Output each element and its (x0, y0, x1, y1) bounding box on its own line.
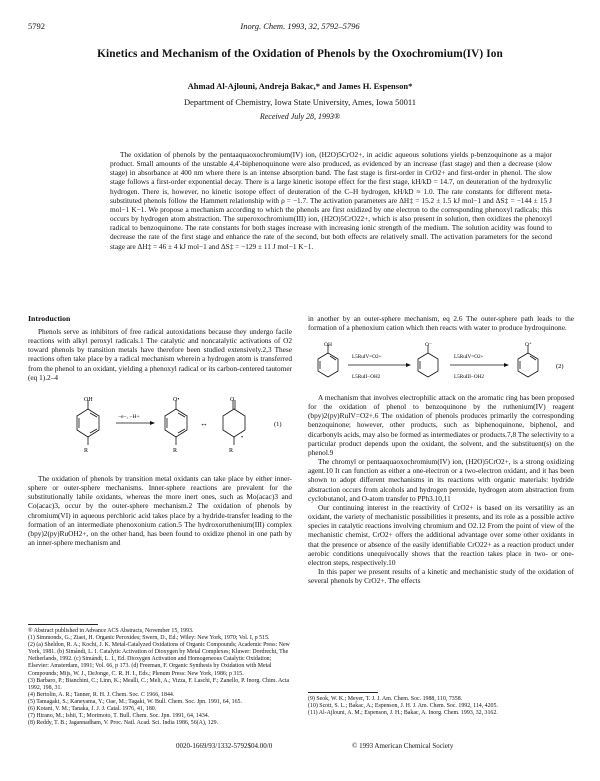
running-header: Inorg. Chem. 1993, 32, 5792–5796 (240, 21, 360, 31)
footnote: (9) Seok, W. K.; Meyer, T. J. J. Am. Chem. Soc. 1988, 110, 7358. (308, 696, 463, 702)
right-column-text-bottom (308, 393, 574, 585)
left-column-text-bottom (28, 474, 292, 547)
svg-text:R: R (229, 448, 234, 454)
article-title: Kinetics and Mechanism of the Oxidation of Phenols by the Oxochromium(IV) Ion (97, 48, 503, 60)
right-paragraph-3: The chromyl or pentaaquaoxochromium(IV) ion, (H2O)5CrO2+, is a strong oxidizing agent.10 It can function as either a one-electron or a two-electron oxidant, and it has been shown to adopt different mechanisms in its reactions with organic materials: hydride abstraction occurs from alcohols and hydrogen peroxide, hydrogen atom abstraction from cyclobutanol, and O-atom transfer to PPh3.10,11 (308, 457, 574, 503)
scheme-reagent-top: L5RuIV=O2+ (352, 354, 382, 360)
svg-text:•: • (241, 435, 244, 441)
page-number: 5792 (28, 21, 45, 31)
right-paragraph-2: A mechanism that involves electrophilic attack on the aromatic ring has been proposed for the oxidation of phenol to benzoquinone by the ruthenium(IV) reagent (bpy)2(py)RuIV=O2+.6 The oxidation of phenols produces primarily the corresponding benzoquinone; however, other products, such as biphenoquinone, biphenol, and dicarbonyls acids, may also be formed as intermediates or products.7,8 The selectivity to a particular product depends upon the oxidant, the solvent, and the substituent(s) on the phenol.9 (308, 393, 574, 457)
footnote: (5) Tamagaki, S.; Kaneyama, Y.; Oae, M.; Tagaki, W. Bull. Chem. Soc. Jpn. 1991, 64, 165. (28, 698, 242, 705)
footnote: (10) Scott, S. L.; Bakac, A.; Espenson, J. H. J. Am. Chem. Soc. 1992, 114, 4205. (308, 703, 498, 710)
equation-2-ruthenium-scheme (308, 342, 574, 392)
svg-text:OH: OH (324, 342, 332, 348)
scheme-reagent-top-2: L5RuIV=O2+ (454, 354, 484, 360)
svg-text:R: R (173, 448, 178, 454)
phenoxonium-cation-structure (518, 345, 538, 377)
footnote-divider-right (308, 692, 378, 693)
svg-text:OH: OH (84, 397, 93, 403)
footnote-divider (28, 624, 98, 625)
footnote: ® Abstract published in Advance ACS Abstracts, November 15, 1993. (28, 628, 194, 634)
received-date: Received July 28, 1993® (259, 112, 341, 121)
equation-1-condition: −e−, −H+ (118, 414, 140, 420)
footnotes-right (308, 696, 574, 717)
right-column-text-top (308, 314, 574, 332)
svg-text:O⁻: O⁻ (425, 342, 432, 348)
intro-paragraph-2: The oxidation of phenols by transition metal oxidants can take place by either inner-sphere or outer-sphere mechanisms. Inner-sphere reactions are prevalent for the substitutionally labile oxidants, whereas the more inert ones, such as Mo(acac)3 and Co(acac)3, occur by the outer-sphere mechanism.2 The oxidation of phenols by chromium(VI) in aqueous perchloric acid takes place by a hydride-transfer leading to the formation of an intermediate phenoxonium cation.5 The hydroxoruthenium(III) complex (bpy)2(py)RuOH2+, on the other hand, has been found to oxidize phenol in one path by an inner-sphere mechanism and (28, 474, 292, 548)
phenoxonium-structure (418, 345, 438, 377)
svg-text:O⁺: O⁺ (525, 342, 532, 348)
footnote: (3) Barbaro, P.; Bianchini, C.; Linn, K.; Mealli, C.; Meli, A.; Vizza, F. Laschi, F.; Zanello, P. Inorg. Chim. Acta 1992, 198, 31. (28, 677, 290, 691)
footer-code: 0020-1669/93/1332-5792$04.00/0 (176, 742, 273, 750)
footer-copyright: © 1993 American Chemical Society (352, 742, 454, 750)
footnote: (6) Kotani, V. M.; Tanaka, J. J. J. Catal. 1976, 41, 180. (28, 706, 157, 713)
scheme-product-bottom: L5RuII−OH2 (352, 374, 381, 380)
footnote: (8) Reddy, T. B.; Jagannadham, V. Proc. Natl. Acad. Sci. India 1986, 56(A), 129. (28, 720, 219, 727)
equation-1-number: (1) (274, 421, 282, 428)
authors: Ahmad Al-Ajlouni, Andreja Bakac,* and James H. Espenson* (187, 81, 413, 91)
right-paragraph-5: In this paper we present results of a kinetic and mechanistic study of the oxidation of several phenols by CrO2+. The effects (308, 566, 574, 586)
equation-2-number: (2) (556, 363, 564, 370)
affiliation: Department of Chemistry, Iowa State University, Ames, Iowa 50011 (183, 97, 417, 107)
footnote: (2) (a) Sheldon, R. A.; Kochi, J. K. Metal-Catalyzed Oxidations of Organic Compounds; Academic Press: New York, 1981. (b) Simándi, L. I. Catalytic Activation of Dioxygen by Metal Complexes; Kluwer: Dordrecht, The Netherlands, 1992. (c) Simándi, L. I., Ed. Dioxygen Activation and Homogeneous Catalytic Oxidation; Elsevier: Amsterdam, 1991; Vol. 66, p 173. (d) Freeman, F. Organic Synthesis by Oxidation with Metal Compounds; Mijs, W. J., DeJonge, C. R. H. I., Eds.; Plenum Press: New York, 1986; p 315. (28, 642, 290, 677)
phenol-structure-scheme (318, 345, 338, 377)
svg-text:O: O (230, 397, 235, 403)
phenol-structure (77, 400, 99, 445)
svg-text:O•: O• (173, 397, 180, 403)
footnote: (11) Al-Ajlouni, A. M.; Espenson, J. H.; Bakac, A. Inorg. Chem. 1993, 32, 3162. (308, 710, 498, 717)
footnotes-left (28, 628, 292, 727)
right-paragraph-1: in another by an outer-sphere mechanism, eq 2.6 The outer-sphere path leads to the formation of a phenoxium cation which then reacts with water to produce hydroquinone. (308, 314, 574, 333)
intro-paragraph-1: Phenols serve as inhibitors of free radical autoxidations because they undergo facile reactions with alkyl peroxyl radicals.1 The catalytic and noncatalytic activations of O2 toward phenols by transition metals have therefore been studied extensively.2,3 These reactions often take place by a radical mechanism wherein a hydrogen atom is transferred from the phenol to an oxidant, yielding a phenoxyl radical or its carbon-centered tautomer (eq 1).2–4 (28, 327, 292, 382)
abstract: The oxidation of phenols by the pentaaquaoxochromium(IV) ion, (H2O)5CrO2+, in acidic aqueous solutions yields p-benzoquinone as a major product. Small amounts of the unstable 4,4'-biphenoquinone were also produced, as evidenced by an increase (fast stage) and then a decrease (slow stage) in absorbance at 400 nm where there is an intense absorption band. The fast stage is first-order in CrO2+ and first-order in phenol. The slow stage follows a first-order exponential decay. There is a large kinetic isotope effect for the first stage, kH/kD = 14.7, on deuteration of the hydroxylic hydrogen. There is, however, no kinetic isotope effect of deuteration of the C–H hydrogen, kH/kD ≈ 1.0. The rate constants for different meta-substituted phenols follow the Hammett relationship with ρ = −1.7. The activation parameters are ΔH‡ = 15.2 ± 1.5 kJ mol−1 and ΔS‡ = −144 ± 15 J mol−1 K−1. We propose a mechanism according to which the phenols are first oxidized by one electron to the corresponding phenoxyl radicals; this occurs by hydrogen atom abstraction. The superoxochromium(III) ion, (H2O)5CrO22+, which is also present in solution, then oxidizes the phenoxyl radical to benzoquinone. The rate constants for both stages increase with increasing ionic strength of the medium. The solution acidity was found to decrease the rate of the first stage and enhance the rate of the second, but both effects are relatively small. The activation parameters for the second stage are ΔH‡ = 46 ± 4 kJ mol−1 and ΔS‡ = −129 ± 11 J mol−1 K−1. (110, 150, 552, 251)
right-paragraph-4: Our continuing interest in the reactivity of CrO2+ is based on its versatility as an oxidant, the variety of mechanistic possibilities it presents, and its role as a possible active species in catalytic reactions involving chromium and O2.12 From the point of view of the mechanistic chemist, CrO2+ offers the additional advantage over some other oxidants in that the presence or absence of the easily identifiable CrO22+ as a reaction product under aerobic conditions unequivocally shows that the reaction takes place in two- or one-electron steps, respectively.10 (308, 502, 574, 567)
equation-1-phenol-oxidation (28, 396, 292, 468)
footnote: (1) Simmonds, G.; Ziaei, H. Organic Peroxides; Swern, D., Ed.; Wiley: New York, 1970; Vol. I, p 515. (28, 635, 270, 642)
left-column-text-top (28, 327, 292, 382)
svg-text:R: R (84, 448, 89, 454)
phenoxyl-radical-structure (165, 400, 187, 445)
footnote: (4) Bertolin, A. R.; Tanner, R. H. J. Chem. Soc. C 1966, 1844. (28, 691, 175, 698)
scheme-product-bottom-2: L5RuIII−OH2 (454, 374, 485, 380)
footnote: (7) Hirano, M.; Ishii, T.; Morimoto, T. Bull. Chem. Soc. Jpn. 1991, 64, 1434. (28, 713, 210, 720)
section-heading-introduction: Introduction (28, 314, 71, 323)
svg-text:↔: ↔ (200, 419, 208, 428)
